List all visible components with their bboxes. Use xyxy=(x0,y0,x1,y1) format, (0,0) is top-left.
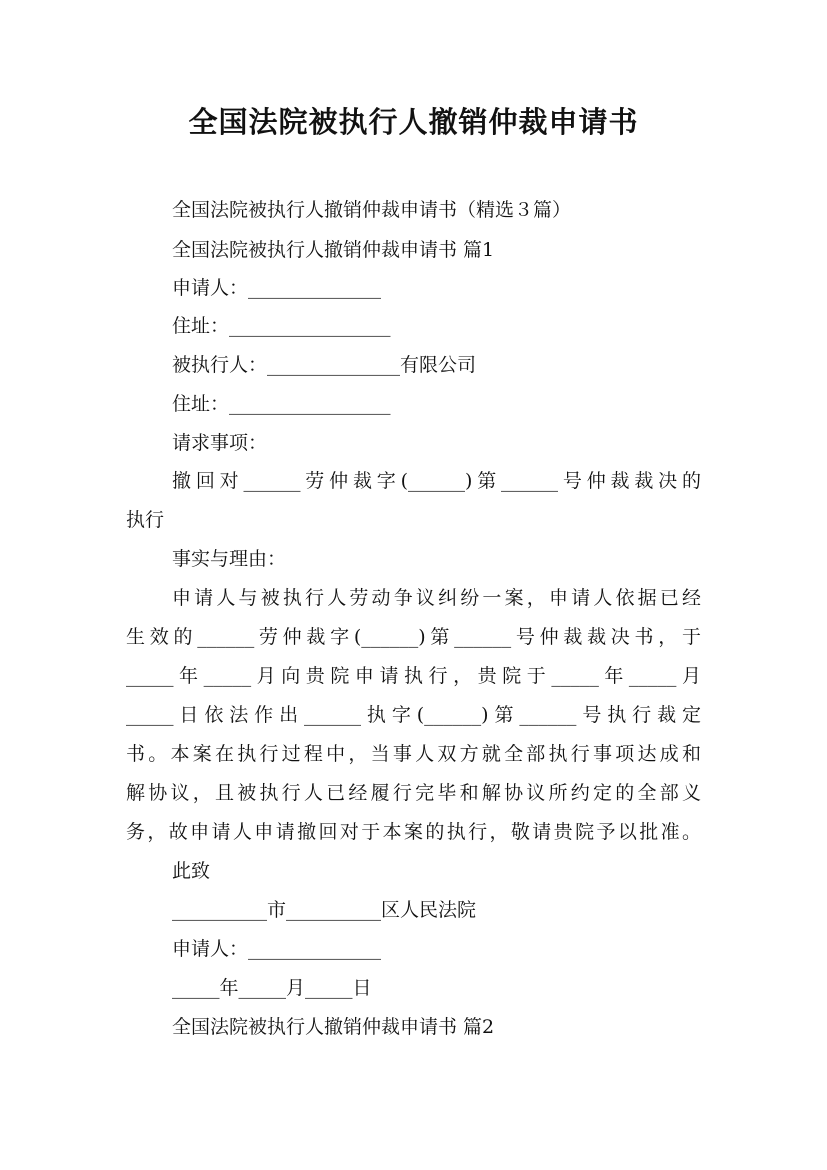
section-heading-1: 全国法院被执行人撤销仲裁申请书 篇1 xyxy=(172,239,495,261)
applicant-field: 申请人：______________ xyxy=(172,277,382,299)
facts-paragraph-line-2: 生效的______劳仲裁字(______)第______号仲裁裁决书，于 xyxy=(126,626,701,648)
facts-paragraph-line-4: _____日依法作出______执字(______)第______号执行裁定 xyxy=(126,704,701,726)
facts-paragraph-line-1: 申请人与被执行人劳动争议纠纷一案，申请人依据已经 xyxy=(172,587,701,609)
facts-heading: 事实与理由： xyxy=(172,548,287,570)
court-address-line: __________市__________区人民法院 xyxy=(172,899,477,921)
claims-text-line-2: 执行 xyxy=(126,509,165,531)
document-title: 全国法院被执行人撤销仲裁申请书 xyxy=(188,105,639,139)
signature-applicant: 申请人：______________ xyxy=(172,938,382,960)
facts-paragraph-line-3: _____年_____月向贵院申请执行，贵院于_____年_____月 xyxy=(126,665,701,687)
claims-heading: 请求事项： xyxy=(172,432,268,454)
salutation: 此致 xyxy=(172,860,211,882)
address-field: 住址：_________________ xyxy=(172,315,391,337)
facts-paragraph-line-6: 解协议，且被执行人已经履行完毕和解协议所约定的全部义 xyxy=(126,782,701,804)
respondent-address-field: 住址：_________________ xyxy=(172,393,391,415)
claims-text-line-1: 撤回对______劳仲裁字(______)第______号仲裁裁决的 xyxy=(172,470,701,492)
facts-paragraph-line-7: 务，故申请人申请撤回对于本案的执行，敬请贵院予以批准。 xyxy=(126,821,701,843)
respondent-field: 被执行人：______________有限公司 xyxy=(172,354,477,376)
signature-date: _____年_____月_____日 xyxy=(172,977,372,999)
section-heading-2: 全国法院被执行人撤销仲裁申请书 篇2 xyxy=(172,1016,495,1038)
facts-paragraph-line-5: 书。本案在执行过程中，当事人双方就全部执行事项达成和 xyxy=(126,743,701,765)
subtitle-selected: 全国法院被执行人撤销仲裁申请书（精选３篇） xyxy=(172,199,572,221)
